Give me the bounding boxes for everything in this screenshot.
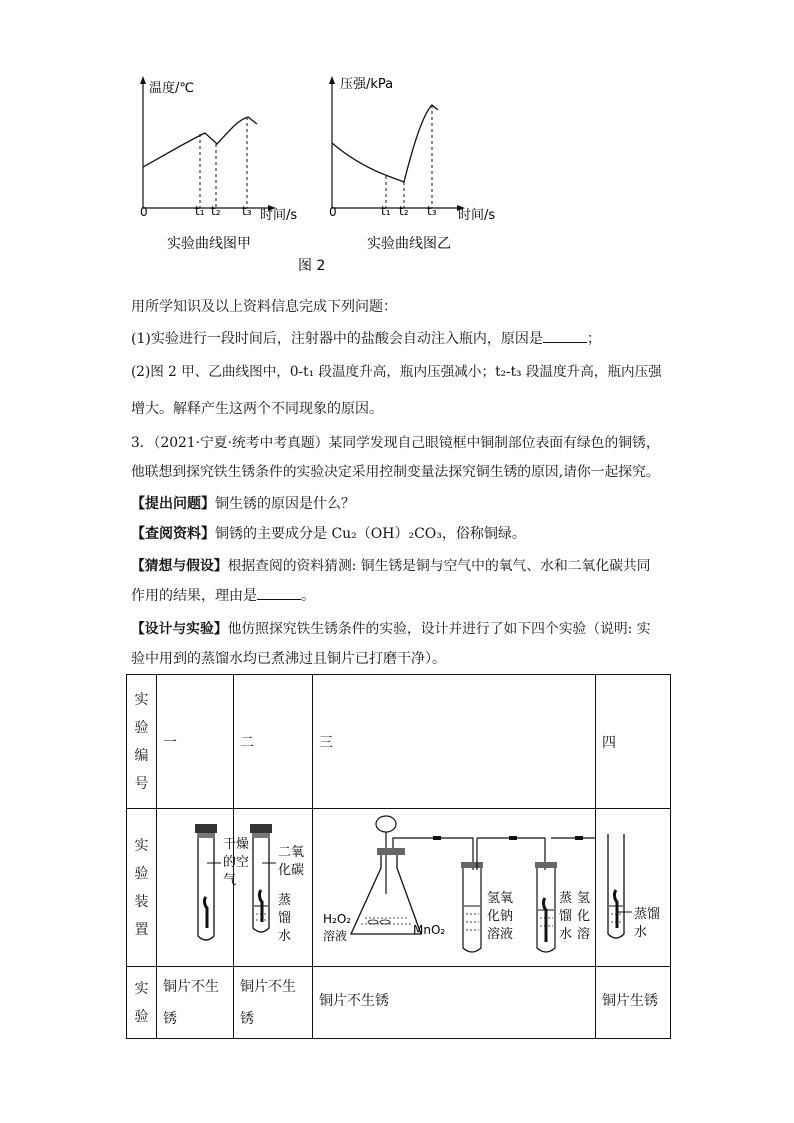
table-row-device [127, 809, 671, 967]
question-1-end: ； [586, 331, 601, 347]
problem-3-line-2: 他联想到探究铁生锈条件的实验决定采用控制变量法探究铜生锈的原因,请你一起探究。 [131, 464, 660, 480]
problem-3-hyp-line-2 [131, 585, 671, 606]
exp-number-3: 三 [313, 675, 596, 809]
ask-tag: 【提出问题】 [131, 496, 215, 512]
exp-number-1: 一 [157, 675, 234, 809]
chart-b-ylabel: 压强/kPa [340, 77, 394, 92]
chart-b-tick-2: t₂ [399, 204, 409, 218]
device-1 [157, 809, 250, 967]
chart-a-xlabel: 时间/s [260, 208, 298, 223]
answer-blank-2[interactable] [257, 585, 301, 600]
result-4: 铜片生锈 [596, 967, 671, 1039]
ref-text: 铜锈的主要成分是 Cu₂（OH）₂CO₃，俗称铜绿。 [215, 526, 526, 542]
svg-text:水: 水 [278, 928, 292, 944]
svg-text:氢: 氢 [577, 890, 591, 906]
table-row-number [127, 675, 671, 809]
result-2: 铜片不生 锈 [234, 967, 313, 1039]
svg-text:蒸: 蒸 [278, 892, 292, 908]
question-1 [131, 328, 671, 349]
svg-text:溶: 溶 [577, 926, 591, 942]
chart-a-origin: 0 [140, 205, 148, 219]
question-2-line-1: (2)图 2 甲、乙曲线图中，0-t₁ 段温度升高，瓶内压强减小；t₂-t₃ 段温度升高，瓶内压强 [131, 364, 662, 380]
svg-text:溶液: 溶液 [323, 928, 348, 943]
svg-text:的空: 的空 [223, 854, 250, 870]
chart-b-tick-1: t₁ [381, 204, 391, 218]
result-1: 铜片不生 锈 [157, 967, 234, 1039]
design-text: 他仿照探究铁生锈条件的实验，设计并进行了如下四个实验（说明: 实 [227, 621, 651, 637]
test-tube-water [596, 810, 670, 966]
hyp-tag: 【猜想与假设】 [131, 558, 228, 574]
chart-b-xlabel: 时间/s [458, 208, 496, 223]
svg-text:H₂O₂: H₂O₂ [323, 911, 352, 926]
chart-a-tick-1: t₁ [195, 204, 205, 218]
test-tube-dry-air [157, 810, 250, 966]
chart-b-caption: 实验曲线图乙 [367, 236, 451, 252]
table-row-result [127, 967, 671, 1039]
svg-text:水: 水 [634, 924, 648, 940]
svg-text:干燥: 干燥 [223, 836, 250, 852]
chart-a-ylabel: 温度/℃ [149, 81, 194, 96]
row-head-number: 实 验 编 号 [127, 675, 157, 809]
svg-text:氢氧: 氢氧 [487, 890, 514, 906]
question-1-text: (1)实验进行一段时间后，注射器中的盐酸会自动注入瓶内，原因是 [131, 331, 543, 347]
question-2-line-2: 增大。解释产生这两个不同现象的原因。 [131, 401, 383, 417]
svg-text:化碳: 化碳 [278, 862, 305, 878]
row-head-device: 实 验 装 置 [127, 809, 157, 967]
svg-text:蒸馏: 蒸馏 [634, 906, 661, 922]
device-4 [596, 809, 671, 967]
svg-text:化: 化 [577, 908, 591, 924]
problem-3-design [131, 619, 671, 639]
chart-a-tick-3: t₃ [242, 204, 252, 218]
exp-number-2: 二 [234, 675, 313, 809]
problem-3-ask [131, 494, 671, 514]
questions-intro: 用所学知识及以上资料信息完成下列问题： [131, 299, 397, 315]
svg-text:蒸: 蒸 [559, 890, 573, 906]
test-tube-co2 [234, 810, 312, 966]
svg-text:二氧: 二氧 [278, 844, 305, 860]
svg-text:馏: 馏 [278, 910, 292, 926]
hyp-end: 。 [301, 588, 315, 604]
experiment-table [126, 674, 671, 1039]
svg-text:气: 气 [223, 872, 237, 888]
row-head-result: 实 验 [127, 967, 157, 1039]
ask-text: 铜生锈的原因是什么？ [215, 496, 355, 512]
svg-text:水: 水 [559, 926, 573, 942]
svg-text:MnO₂: MnO₂ [413, 922, 446, 937]
chart-a-tick-2: t₂ [211, 204, 221, 218]
figure-label: 图 2 [298, 258, 326, 274]
problem-3-line-1: 3．（2021·宁夏·统考中考真题）某同学发现自己眼镜框中铜制部位表面有绿色的铜锈， [131, 435, 660, 451]
figure-2 [120, 70, 520, 280]
chart-temperature [140, 76, 297, 252]
device-3 [313, 809, 596, 967]
svg-text:溶液: 溶液 [487, 926, 514, 942]
chart-pressure [329, 76, 495, 252]
result-3: 铜片不生锈 [313, 967, 596, 1039]
ref-tag: 【查阅资料】 [131, 526, 215, 542]
hyp-line-2-text: 作用的结果，理由是 [131, 588, 257, 604]
problem-3-ref [131, 524, 671, 544]
design-tag: 【设计与实验】 [131, 621, 228, 637]
chart-b-tick-3: t₃ [427, 204, 437, 218]
svg-text:馏: 馏 [559, 908, 573, 924]
exp-number-4: 四 [596, 675, 671, 809]
device-2 [234, 809, 313, 967]
chart-a-caption: 实验曲线图甲 [167, 236, 251, 252]
problem-3-hyp [131, 556, 671, 576]
svg-text:化钠: 化钠 [487, 908, 514, 924]
apparatus-flask-tubes [313, 810, 595, 966]
answer-blank-1[interactable] [543, 328, 587, 343]
problem-3-design-line-2: 验中用到的蒸馏水均已煮沸过且铜片已打磨干净）。 [131, 651, 446, 667]
chart-b-origin: 0 [329, 205, 337, 219]
hyp-text: 根据查阅的资料猜测: 铜生锈是铜与空气中的氧气、水和二氧化碳共同 [227, 558, 651, 574]
